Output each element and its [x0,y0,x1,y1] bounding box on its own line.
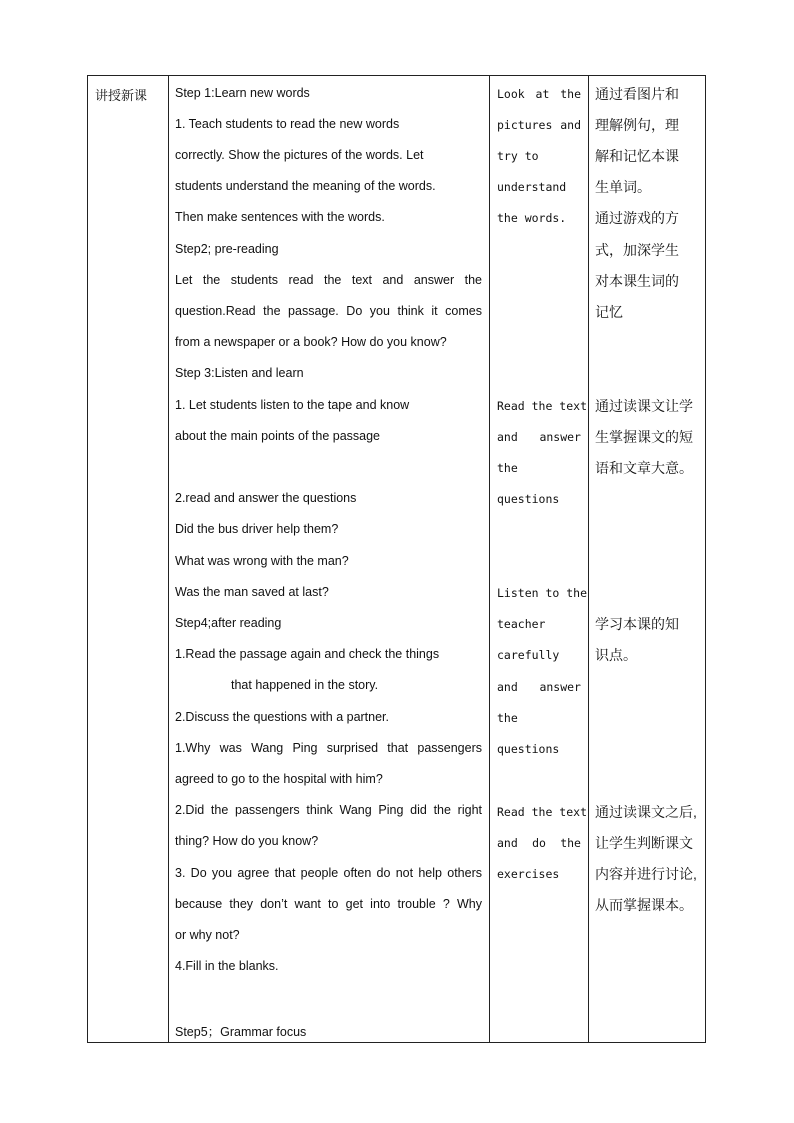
step4-line: 3. Do you agree that people often do not help others [175,866,482,880]
step4-line: 4.Fill in the blanks. [175,959,279,973]
step1-line: correctly. Show the pictures of the words. Let [175,148,424,162]
activity-line: and do the [497,836,581,850]
activity-line: understand [497,180,567,194]
procedure-cell [169,76,489,1042]
intent-line: 识点。 [595,647,637,663]
step4-line: 2.Discuss the questions with a partner. [175,710,390,724]
step4-title: Step4;after reading [175,616,282,630]
intent-line: 学习本课的知 [595,616,679,632]
lesson-plan-table [87,75,706,1043]
intent-line: 从而掌握课本。 [595,897,693,913]
step4-line: that happened in the story. [231,678,379,692]
activity-line: Listen to the [497,586,588,600]
design-intent-cell [589,76,706,1042]
activity-line: carefully [497,648,560,662]
step3-line: 2.read and answer the questions [175,491,357,505]
student-activity-cell [490,76,588,1042]
step4-line: thing? How do you know? [175,834,319,848]
intent-line: 理解例句，理 [595,117,679,133]
activity-line: Look at the [497,87,581,101]
step3-line: about the main points of the passage [175,429,381,443]
intent-line: 通过读课文让学 [595,398,693,414]
intent-line: 式，加深学生 [595,242,679,258]
activity-line: and answer [497,430,581,444]
activity-line: and answer [497,680,581,694]
step4-line: 1.Why was Wang Ping surprised that passengers [175,741,482,755]
step4-line: 1.Read the passage again and check the things [175,647,440,661]
section-label: 讲授新课 [95,88,148,103]
intent-line: 生掌握课文的短 [595,429,693,445]
intent-line: 让学生判断课文 [595,835,693,851]
intent-line: 内容并进行讨论, [595,866,697,882]
intent-line: 通过游戏的方 [595,210,679,226]
activity-line: teacher [497,617,546,631]
step3-line: What was wrong with the man? [175,554,349,568]
activity-line: the [497,711,518,725]
activity-line: Read the text [497,399,588,413]
step1-line: 1. Teach students to read the new words [175,117,400,131]
activity-line: questions [497,742,560,756]
step4-line: because they don’t want to get into trouble ? Why [175,897,482,911]
step4-line: or why not? [175,928,240,942]
activity-line: the [497,461,518,475]
activity-line: exercises [497,867,560,881]
step1-title: Step 1:Learn new words [175,86,310,100]
step3-line: 1. Let students listen to the tape and know [175,398,410,412]
step1-line: students understand the meaning of the words. [175,179,436,193]
activity-line: try to [497,149,539,163]
step4-line: agreed to go to the hospital with him? [175,772,383,786]
step2-line: question.Read the passage. Do you think it comes [175,304,482,318]
intent-line: 生单词。 [595,179,651,195]
step2-line: Let the students read the text and answer the [175,273,482,287]
activity-line: the words. [497,211,567,225]
intent-line: 解和记忆本课 [595,148,679,164]
intent-line: 通过看图片和 [595,86,679,102]
intent-line: 语和文章大意。 [595,460,693,476]
activity-line: questions [497,492,560,506]
step5-title: Step5；Grammar focus [175,1025,307,1039]
activity-line: Read the text [497,805,588,819]
step2-line: from a newspaper or a book? How do you know? [175,335,447,349]
activity-line: pictures and [497,118,581,132]
step4-line: 2.Did the passengers think Wang Ping did the right [175,803,482,817]
step2-title: Step2; pre-reading [175,242,279,256]
step3-title: Step 3:Listen and learn [175,366,304,380]
intent-line: 记忆 [595,304,623,320]
section-label-cell [88,76,168,1042]
intent-line: 对本课生词的 [595,273,679,289]
step3-line: Was the man saved at last? [175,585,329,599]
step3-line: Did the bus driver help them? [175,522,339,536]
step1-line: Then make sentences with the words. [175,210,385,224]
intent-line: 通过读课文之后, [595,804,697,820]
